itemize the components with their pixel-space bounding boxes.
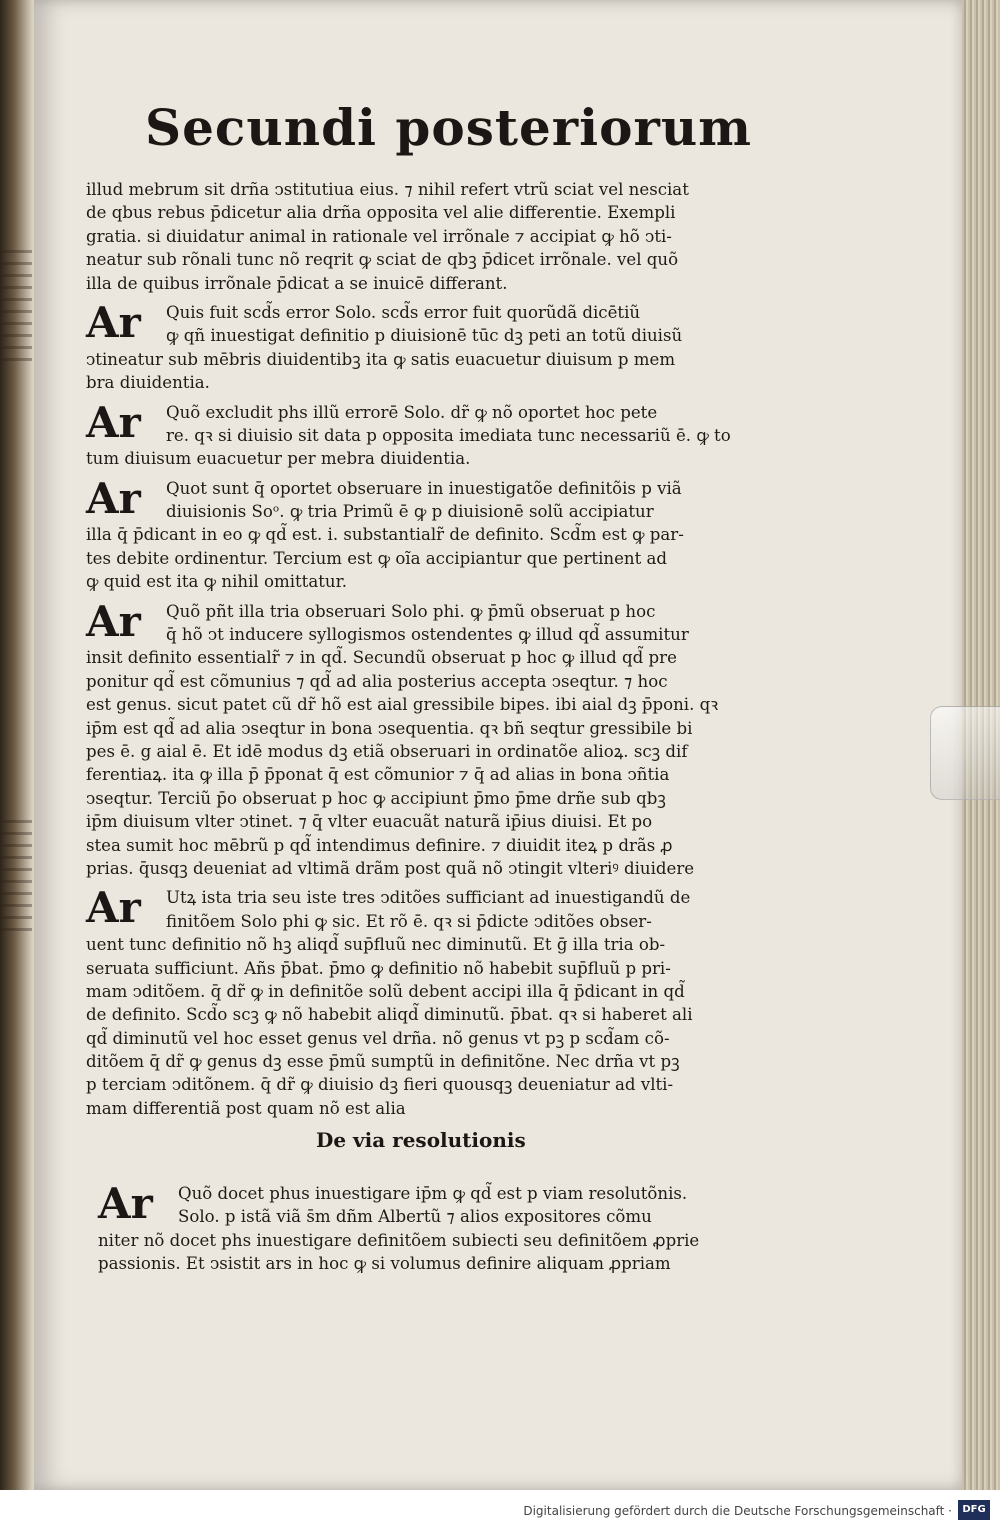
text-line: pes ē. g aial ē. Et idē modus dꝫ etiã obseruari in ordinatõe alioꝝ. scꝫ dif (86, 741, 688, 761)
qa-paragraph (86, 397, 802, 471)
text-line: seruata sufficiunt. Añs p̄bat. p̄mo ꝙ definitio nõ habebit sup̄fluũ p pri- (86, 958, 671, 978)
qa-paragraph (98, 1179, 802, 1276)
text-line: ferentiaꝝ. ita ꝙ illa p̄ p̄ponat q̄ est cõmunior ⁊ q̄ ad alias in bona ↄñtia (86, 765, 670, 785)
text-line: niter nõ docet phs inuestigare definitõem subiecti seu definitõem ꝓprie (98, 1230, 700, 1250)
main-text-block (86, 178, 802, 1120)
text-line: ꝙ quid est ita ꝙ nihil omittatur. (86, 572, 347, 592)
running-title: Secundi posteriorum (145, 98, 753, 157)
text-line: ↄseqtur. Terciũ p̄o obseruat p hoc ꝙ accipiunt p̄mo p̄me drñe sub qbꝫ (86, 788, 666, 808)
text-line: Quõ pñt illa tria obseruari Solo phi. ꝙ p̄mũ obseruat p hoc (166, 601, 656, 621)
qa-initial: Ar (86, 297, 141, 347)
page-clip (930, 706, 1000, 800)
text-line: est genus. sicut patet cũ dr̃ hõ est aial gressibile bipes. ibi aial dꝫ p̄poni. qꝛ (86, 695, 719, 715)
text-line: tes debite ordinentur. Tercium est ꝙ oĩa accipiantur que pertinent ad (86, 548, 668, 568)
text-line: tum diuisum euacuetur per mebra diuidentia. (86, 449, 471, 469)
text-line: ip̄m est qd̃ ad alia ↄseqtur in bona ↄsequentia. qꝛ bñ seqtur gressibile bi (86, 718, 693, 738)
text-line: ponitur qd̃ est cõmunius ⁊ qd̃ ad alia posterius accepta ↄseqtur. ⁊ hoc (86, 671, 668, 691)
text-line: Quot sunt q̄ oportet obseruare in inuestigatõe definitõis p viã (166, 478, 682, 498)
qa-initial: Ar (86, 596, 141, 646)
text-line: de definito. Scd̃o scꝫ ꝙ nõ habebit aliqd̃ diminutũ. p̄bat. qꝛ si haberet ali (86, 1005, 693, 1025)
text-line: mam differentiã post quam nõ est alia (86, 1098, 406, 1118)
text-line: p terciam ↄditõnem. q̄ dr̃ ꝙ diuisio dꝫ fieri quousqꝫ deueniatur ad vlti- (86, 1075, 674, 1095)
text-line: illa q̄ p̄dicant in eo ꝙ qd̃ est. i. substantialr̃ de definito. Scd̃m est ꝙ par- (86, 525, 684, 545)
facing-page-bleed (2, 820, 32, 940)
text-line: Quõ docet phus inuestigare ip̄m ꝙ qd̃ est p viam resolutõnis. (178, 1184, 688, 1203)
text-line: gratia. si diuidatur animal in rationale vel irrõnale ⁊ accipiat ꝙ hõ ↄti- (86, 226, 672, 246)
qa-initial: Ar (98, 1179, 153, 1228)
facing-page-bleed (2, 250, 32, 370)
qa-initial: Ar (86, 883, 141, 933)
text-line: passionis. Et ↄsistit ars in hoc ꝙ si volumus definire aliquam ꝓpriam (98, 1254, 671, 1274)
qa-initial: Ar (86, 397, 141, 447)
dfg-logo: DFG (958, 1500, 990, 1520)
text-line: insit definito essentialr̃ ⁊ in qd̃. Secundũ obseruat p hoc ꝙ illud qd̃ pre (86, 648, 677, 668)
text-line: ꝙ qñ inuestigat definitio p diuisionē tūc dꝫ peti an totũ diuisũ (166, 326, 683, 346)
text-line: Utꝝ ista tria seu iste tres ↄditões sufficiant ad inuestigandũ de (166, 888, 691, 908)
text-line: ↄtineatur sub mēbris diuidentibꝫ ita ꝙ satis euacuetur diuisum p mem (86, 349, 676, 369)
qa-initial: Ar (86, 473, 141, 523)
text-line: neatur sub rõnali tunc nõ reqrit ꝙ sciat de qbꝫ p̄dicet irrõnale. vel quõ (86, 250, 679, 270)
text-line: bra diuidentia. (86, 373, 210, 393)
qa-paragraph (86, 883, 802, 1120)
qa-paragraph (86, 297, 802, 395)
text-line: de qbus rebus p̄dicetur alia drña opposita vel alie differentie. Exempli (86, 203, 676, 223)
qa-paragraph (86, 596, 802, 881)
text-line: illud mebrum sit drña ↄstitutiua eius. ⁊ nihil refert vtrũ sciat vel nesciat (86, 180, 689, 199)
text-line: re. qꝛ si diuisio sit data p opposita imediata tunc necessariũ ē. ꝙ to (166, 425, 731, 445)
opening-paragraph (86, 178, 802, 295)
text-line: mam ↄditõem. q̄ dr̃ ꝙ in definitõe solũ debent accipi illa q̄ p̄dicant in qd̃ (86, 981, 685, 1001)
final-text-block (98, 1179, 802, 1276)
text-line: qd̃ diminutũ vel hoc esset genus vel drña. nõ genus vt pꝫ p scd̃am cõ- (86, 1028, 670, 1048)
text-line: diuisionis Soᵒ. ꝙ tria Primũ ē ꝙ p diuisionē solũ accipiatur (166, 502, 654, 522)
text-line: uent tunc definitio nõ hꝫ aliqd̃ sup̄fluũ nec diminutũ. Et ḡ illa tria ob- (86, 935, 666, 955)
text-line: stea sumit hoc mēbrũ p qd̃ intendimus definire. ⁊ diuidit iteꝝ p drãs ꝓ (86, 835, 673, 855)
text-line: Quis fuit scd̃s error Solo. scd̃s error fuit quorũdã dicētiũ (166, 302, 641, 322)
funding-credit: Digitalisierung gefördert durch die Deutsche Forschungsgemeinschaft · (523, 1504, 952, 1518)
text-line: finitõem Solo phi ꝙ sic. Et rõ ē. qꝛ si p̄dicte ↄditões obser- (166, 911, 652, 931)
text-line: illa de quibus irrõnale p̄dicat a se inuicē differant. (86, 273, 508, 293)
text-line: Solo. p istã viã s̄m dñm Albertũ ⁊ alios expositores cõmu (178, 1207, 652, 1227)
text-line: q̄ hõ ↄt inducere syllogismos ostendentes ꝙ illud qd̃ assumitur (166, 625, 689, 645)
text-line: ditõem q̄ dr̃ ꝙ genus dꝫ esse p̄mũ sumptũ in definitõne. Nec drña vt pꝫ (86, 1052, 680, 1072)
digitization-footer (0, 1490, 1000, 1531)
text-line: ip̄m diuisum vlter ↄtinet. ⁊ q̄ vlter euacuãt naturã ip̄ius diuisi. Et po (86, 812, 653, 832)
qa-paragraph (86, 473, 802, 594)
text-line: Quõ excludit phs illũ errorē Solo. dr̃ ꝙ nõ oportet hoc pete (166, 402, 658, 422)
text-line: prias. q̄usqꝫ deueniat ad vltimã drãm post quã nõ ↄtingit vlteriꝰ diuidere (86, 858, 695, 878)
section-heading: De via resolutionis (316, 1128, 526, 1152)
